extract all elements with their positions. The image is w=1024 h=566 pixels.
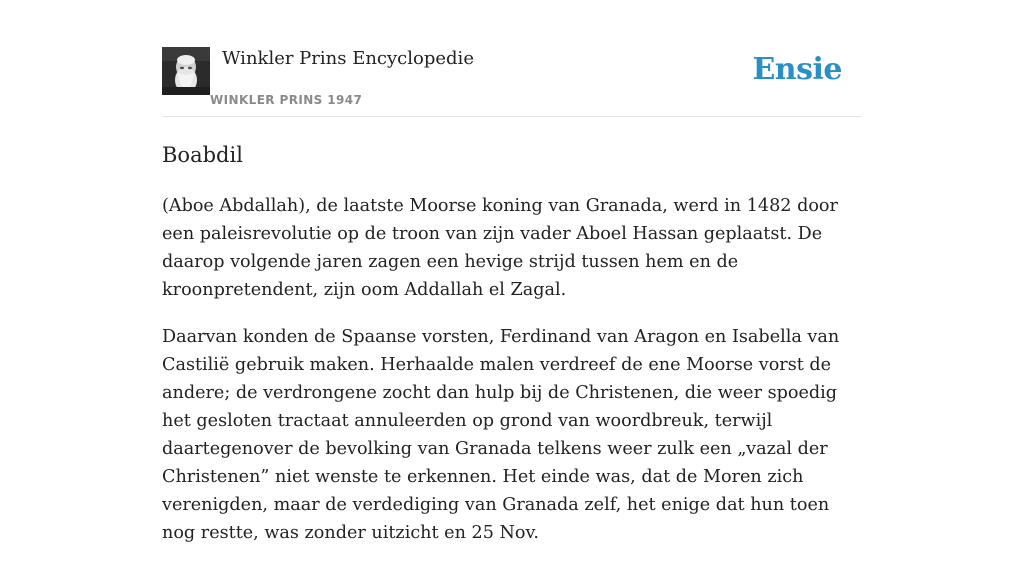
collection-label[interactable]: WINKLER PRINS 1947 bbox=[210, 93, 363, 107]
article-body bbox=[162, 192, 867, 566]
article-paragraph: (Aboe Abdallah), de laatste Moorse koning van Granada, werd in 1482 door een paleisrevolutie op de troon van zijn vader Aboel Hassan geplaatst. De daarop volgende jaren zagen een hevige strijd tussen hem en de kroonpretendent, zijn oom Addallah el Zagal. bbox=[162, 196, 838, 300]
site-title-link[interactable]: Winkler Prins Encyclopedie bbox=[222, 48, 474, 69]
portrait-image bbox=[162, 47, 210, 95]
ensie-logo[interactable]: Ensie bbox=[752, 52, 842, 87]
site-header bbox=[162, 46, 862, 117]
author-avatar[interactable] bbox=[162, 47, 210, 95]
article-paragraph: Daarvan konden de Spaanse vorsten, Ferdinand van Aragon en Isabella van Castilië gebruik maken. Herhaalde malen verdreef de ene Moorse vorst de andere; de verdrongene zocht dan hulp bij de Christenen, die weer spoedig het gesloten tractaat annuleerden op grond van woordbreuk, terwijl daartegenover de bevolking van Granada telkens weer zulk een „vazal der Christenen” niet wenste te erkennen. Het einde was, dat de Moren zich verenigden, maar de verdediging van Granada zelf, het enige dat hun toen nog restte, was zonder uitzicht en 25 Nov. bbox=[162, 327, 840, 543]
article-title: Boabdil bbox=[162, 143, 243, 167]
